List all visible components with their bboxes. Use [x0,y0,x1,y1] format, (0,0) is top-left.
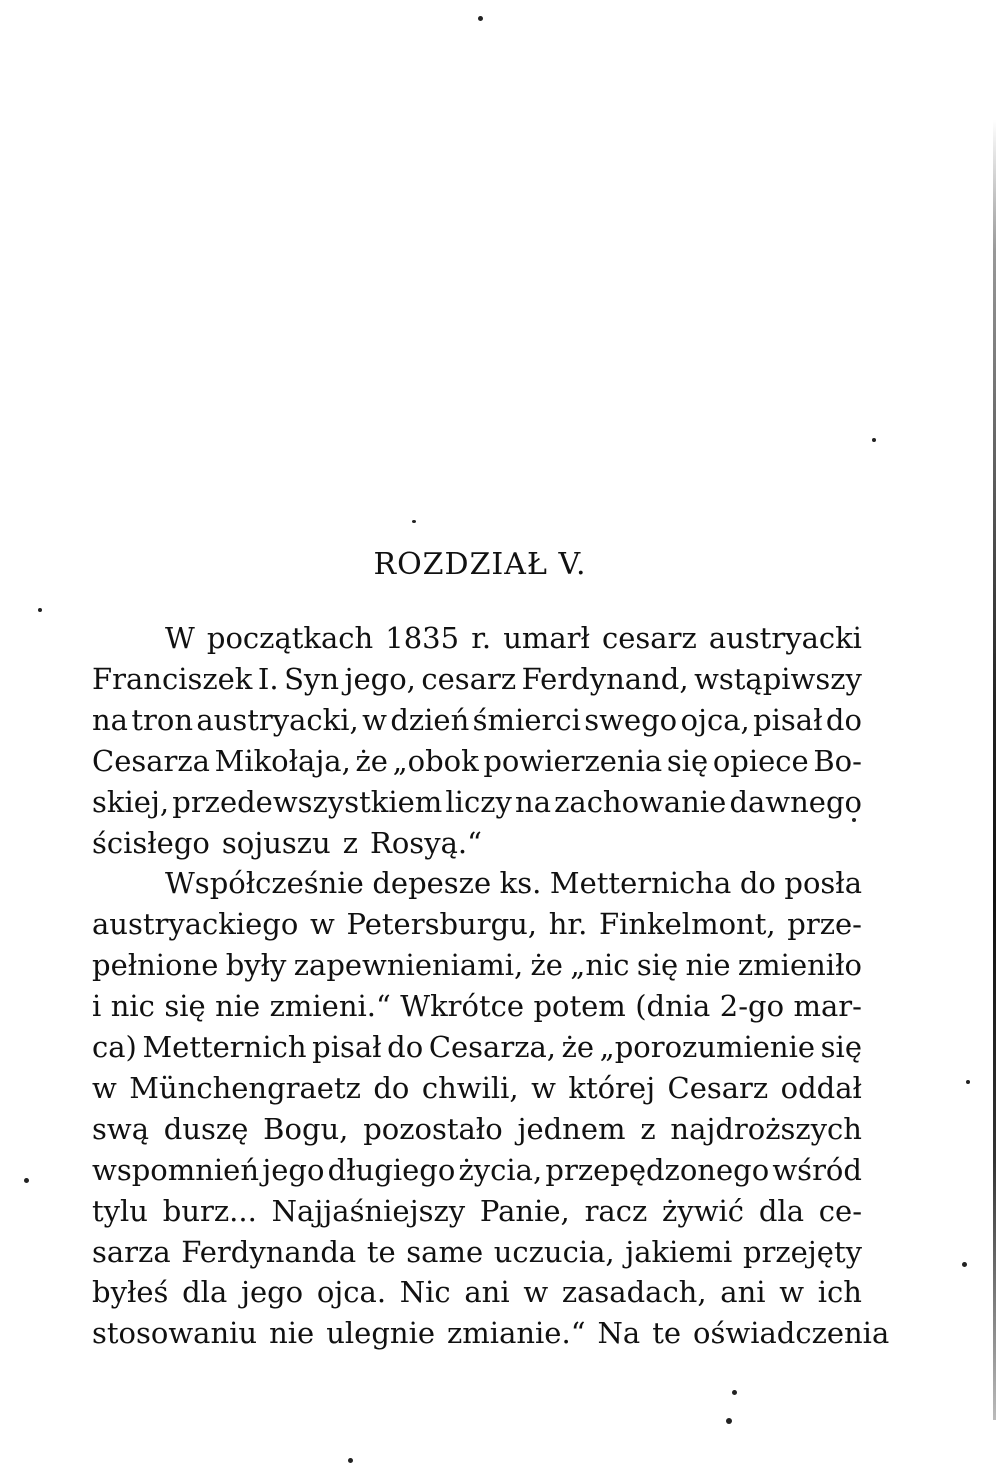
print-speck [872,438,876,442]
print-speck [732,1390,737,1395]
text-line: ścisłego sojuszu z Rosyą.“ [92,826,482,860]
text-line: austryackiego w Petersburgu, hr. Finkelmont, prze- [92,907,862,941]
text-line: skiej, przedewszystkiem liczy na zachowanie dawnego [92,785,862,819]
text-line: i nic się nie zmieni.“ Wkrótce potem (dnia 2-go mar- [92,989,862,1023]
page-edge-shadow [993,120,996,1420]
print-speck [478,16,483,21]
text-line: swą duszę Bogu, pozostało jednem z najdroższych [92,1112,862,1146]
print-speck [348,1458,353,1463]
text-line: stosowaniu nie ulegnie zmianie.“ Na te oświadczenia [92,1316,890,1350]
text-line: tylu burz... Najjaśniejszy Panie, racz żywić dla ce- [92,1194,862,1228]
text-line: byłeś dla jego ojca. Nic ani w zasadach, ani w ich [92,1275,862,1309]
text-line: Franciszek I. Syn jego, cesarz Ferdynand, wstąpiwszy [92,662,862,696]
text-line: sarza Ferdynanda te same uczucia, jakiemi przejęty [92,1235,862,1269]
print-speck [412,520,416,523]
text-line: Cesarza Mikołaja, że „obok powierzenia się opiece Bo- [92,744,862,778]
text-line: Współcześnie depesze ks. Metternicha do posła [165,866,862,900]
text-line: ca) Metternich pisał do Cesarza, że „porozumienie się [92,1030,862,1064]
text-line: w Münchengraetz do chwili, w której Cesarz oddał [92,1071,862,1105]
text-line: na tron austryacki, w dzień śmierci swego ojca, pisał do [92,703,862,737]
print-speck [24,1178,29,1183]
text-line: pełnione były zapewnieniami, że „nic się nie zmieniło [92,948,862,982]
text-line: W początkach 1835 r. umarł cesarz austryacki [165,621,862,655]
print-speck [38,608,42,612]
print-speck [962,1262,967,1267]
print-speck [966,1080,970,1084]
chapter-title: ROZDZIAŁ V. [373,547,587,582]
print-speck [726,1418,732,1424]
text-line: wspomnień jego długiego życia, przepędzonego wśród [92,1153,862,1187]
